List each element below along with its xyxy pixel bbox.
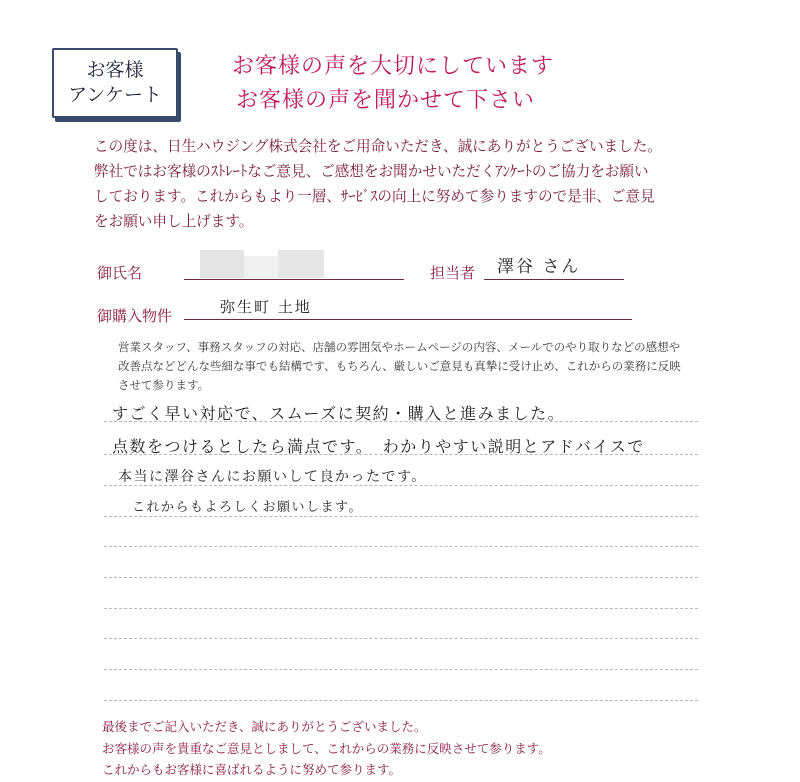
name-label: 御氏名 [97, 264, 143, 282]
ruled-line [104, 700, 698, 701]
closing-line-2: お客様の声を貴重なご意見としまして、これからの業務に反映させて参ります。 [102, 740, 551, 756]
prompt-line-3: させて参ります。 [118, 378, 210, 392]
staff-value[interactable]: 澤谷 さん [497, 257, 581, 277]
prompt-line-2: 改善点などどんな些細な事でも結構です、もちろん、厳しいご意見も真摯に受け止め、これからの業務に反映 [118, 359, 681, 373]
property-label: 御購入物件 [97, 307, 173, 325]
staff-underline [484, 279, 624, 280]
comment-line-2[interactable]: 点数をつけるとしたら満点です。 わかりやすい説明とアドバイスで [112, 437, 645, 456]
ruled-line [104, 577, 698, 578]
badge-line-2: アンケート [68, 84, 162, 106]
prompt-line-1: 営業スタッフ、事務スタッフの対応、店舗の雰囲気やホームページの内容、メールでのやり取りなどの感想や [118, 340, 681, 354]
page-title [232, 50, 632, 118]
ruled-line [104, 516, 698, 517]
comment-line-4[interactable]: これからもよろしくお願いします。 [132, 500, 363, 515]
property-underline [184, 319, 632, 320]
intro-text [94, 134, 734, 234]
closing-text [102, 716, 722, 781]
property-value[interactable]: 弥生町 土地 [220, 298, 312, 316]
title-line-2: お客様の声を聞かせて下さい [236, 88, 536, 113]
ruled-line [104, 638, 698, 639]
survey-badge [52, 48, 178, 118]
comment-line-1[interactable]: すごく早い対応で、スムーズに契約・購入と進みました。 [112, 404, 566, 423]
intro-line-1: この度は、日生ハウジング株式会社をご用命いただき、誠にありがとうございました。 [94, 138, 662, 155]
intro-line-3: しております。これからもより一層、ｻｰﾋﾞｽの向上に努めて参りますので是非、ご意見 [94, 188, 655, 205]
redacted-name-part [244, 256, 278, 278]
closing-line-1: 最後までご記入いただき、誠にありがとうございました。 [102, 719, 427, 734]
closing-line-3: これからもお客様に喜ばれるように努めて参ります。 [102, 762, 402, 777]
name-underline [184, 279, 404, 280]
ruled-line [104, 669, 698, 670]
intro-line-4: をお願い申し上げます。 [94, 213, 254, 230]
intro-line-2: 弊社ではお客様のｽﾄﾚｰﾄなご意見、ご感想をお聞かせいただくｱﾝｹｰﾄのご協力をお願い [94, 163, 649, 180]
redacted-name [200, 250, 244, 278]
comment-prompt [118, 338, 718, 395]
title-line-1: お客様の声を大切にしています [232, 54, 555, 79]
badge-line-1: お客様 [86, 59, 144, 81]
ruled-line [104, 546, 698, 547]
comment-line-3[interactable]: 本当に澤谷さんにお願いして良かったです。 [118, 469, 427, 485]
staff-label: 担当者 [430, 264, 476, 282]
redacted-name-part [278, 250, 324, 278]
ruled-line [104, 608, 698, 609]
